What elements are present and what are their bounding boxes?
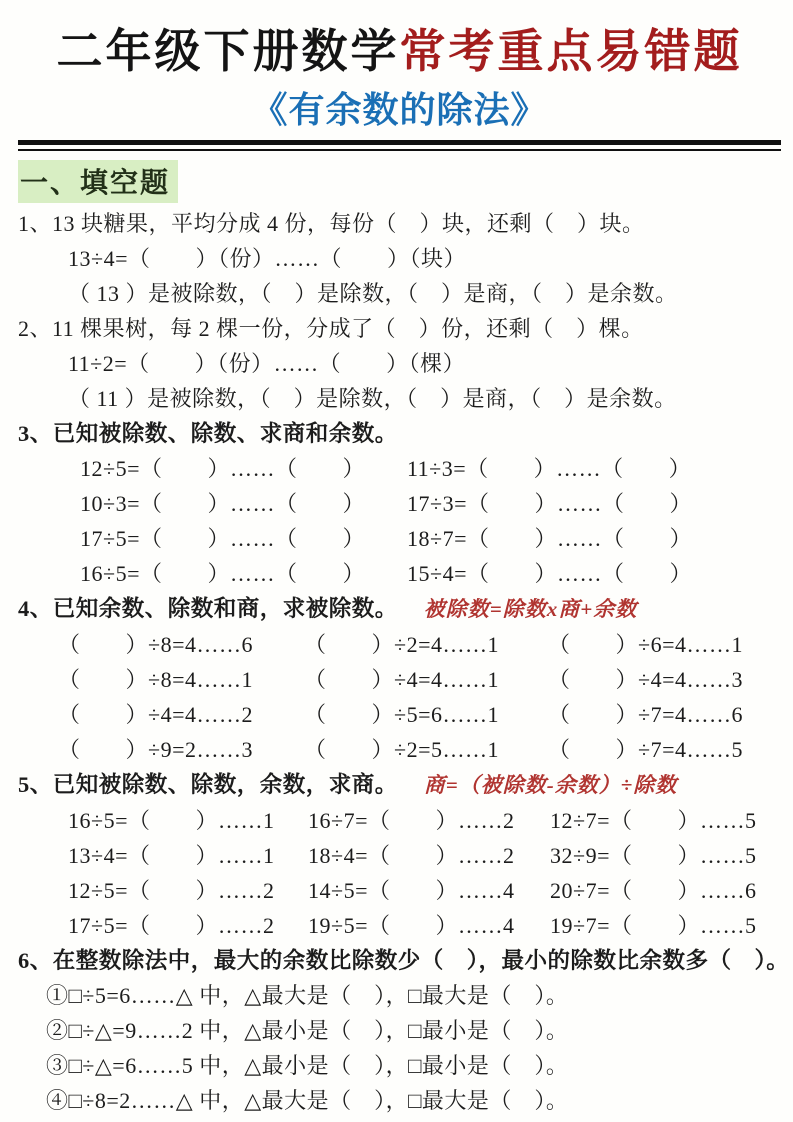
double-rule-divider xyxy=(18,140,781,151)
equation-blank: （ ）÷8=4……6 xyxy=(58,631,253,657)
section-label-fill-blanks: 一、填空题 xyxy=(18,160,178,203)
problem-3-equations xyxy=(80,451,781,591)
problem-6-item-3: ③□÷△=6……5 中，△最小是（ ），□最小是（ ）。 xyxy=(46,1052,569,1078)
problem-4-formula-note: 被除数=除数x商+余数 xyxy=(423,596,638,621)
problem-1-statement: 1、13 块糖果，平均分成 4 份，每份（ ）块，还剩（ ）块。 xyxy=(18,210,645,236)
problem-1-terms-line: （ 13 ）是被除数，（ ）是除数，（ ）是商，（ ）是余数。 xyxy=(68,280,678,306)
equation-blank: 18÷7=（ ）……（ ） xyxy=(407,525,692,551)
problem-2-terms-line: （ 11 ）是被除数，（ ）是除数，（ ）是商，（ ）是余数。 xyxy=(68,385,677,411)
equation-blank: 16÷5=（ ）……1 xyxy=(68,807,275,833)
equation-blank: （ ）÷7=4……6 xyxy=(548,701,743,727)
problem-5-header: 5、已知被除数、除数，余数，求商。 xyxy=(18,771,398,797)
problem-4-header-row xyxy=(18,591,781,627)
problem-6-item-2: ②□÷△=9……2 中，△最小是（ ），□最小是（ ）。 xyxy=(46,1017,569,1043)
equation-blank: 12÷5=（ ）……（ ） xyxy=(80,455,365,481)
equation-blank: （ ）÷2=5……1 xyxy=(304,736,499,762)
problem-4-equations xyxy=(58,627,781,767)
equation-blank: 17÷5=（ ）……2 xyxy=(68,912,275,938)
equation-blank: （ ）÷6=4……1 xyxy=(548,631,743,657)
equation-blank: 32÷9=（ ）……5 xyxy=(550,842,757,868)
equation-blank: 15÷4=（ ）……（ ） xyxy=(407,560,692,586)
problem-5-equations xyxy=(68,803,781,943)
equation-blank: （ ）÷4=4……2 xyxy=(58,701,253,727)
problem-5-formula-note: 商=（被除数-余数）÷除数 xyxy=(423,772,678,797)
equation-blank: 10÷3=（ ）……（ ） xyxy=(80,490,365,516)
equation-blank: 16÷7=（ ）……2 xyxy=(308,807,515,833)
equation-blank: 11÷3=（ ）……（ ） xyxy=(407,455,692,481)
title-grade-part: 二年级下册数学 xyxy=(56,26,400,77)
equation-blank: 18÷4=（ ）……2 xyxy=(308,842,515,868)
page-title xyxy=(18,26,781,78)
problem-2-equation: 11÷2=（ ）（份）……（ ）（棵） xyxy=(68,350,466,376)
equation-blank: 14÷5=（ ）……4 xyxy=(308,877,515,903)
problem-5-header-row xyxy=(18,767,781,803)
problem-6-item-1: ①□÷5=6……△ 中，△最大是（ ），□最大是（ ）。 xyxy=(46,982,569,1008)
equation-blank: 17÷3=（ ）……（ ） xyxy=(407,490,692,516)
problem-6-header: 6、在整数除法中，最大的余数比除数少（ ），最小的除数比余数多（ ）。 xyxy=(18,947,790,973)
problem-1-equation: 13÷4=（ ）（份）……（ ）（块） xyxy=(68,245,466,271)
problem-3 xyxy=(18,416,781,591)
equation-blank: 19÷5=（ ）……4 xyxy=(308,912,515,938)
equation-blank: 17÷5=（ ）……（ ） xyxy=(80,525,365,551)
problem-5 xyxy=(18,767,781,943)
problem-4-header: 4、已知余数、除数和商，求被除数。 xyxy=(18,595,398,621)
equation-blank: （ ）÷8=4……1 xyxy=(58,666,253,692)
title-topic-part: 常考重点易错题 xyxy=(399,26,743,77)
problem-2-statement: 2、11 棵果树，每 2 棵一份，分成了（ ）份，还剩（ ）棵。 xyxy=(18,315,644,341)
problem-6-item-4: ④□÷8=2……△ 中，△最大是（ ），□最大是（ ）。 xyxy=(46,1087,569,1113)
equation-blank: （ ）÷2=4……1 xyxy=(304,631,499,657)
equation-blank: （ ）÷5=6……1 xyxy=(304,701,499,727)
problem-3-header: 3、已知被除数、除数、求商和余数。 xyxy=(18,420,398,446)
problem-6 xyxy=(18,943,790,1118)
section-header xyxy=(18,160,781,203)
page-subtitle: 《有余数的除法》 xyxy=(251,89,548,130)
problem-2 xyxy=(18,311,781,416)
equation-blank: 13÷4=（ ）……1 xyxy=(68,842,275,868)
equation-blank: 12÷5=（ ）……2 xyxy=(68,877,275,903)
equation-blank: 16÷5=（ ）……（ ） xyxy=(80,560,365,586)
equation-blank: （ ）÷4=4……3 xyxy=(548,666,743,692)
problem-4 xyxy=(18,591,781,767)
equation-blank: 19÷7=（ ）……5 xyxy=(550,912,757,938)
equation-blank: （ ）÷4=4……1 xyxy=(304,666,499,692)
equation-blank: 20÷7=（ ）……6 xyxy=(550,877,757,903)
equation-blank: （ ）÷7=4……5 xyxy=(548,736,743,762)
equation-blank: 12÷7=（ ）……5 xyxy=(550,807,757,833)
problem-1 xyxy=(18,206,781,311)
equation-blank: （ ）÷9=2……3 xyxy=(58,736,253,762)
